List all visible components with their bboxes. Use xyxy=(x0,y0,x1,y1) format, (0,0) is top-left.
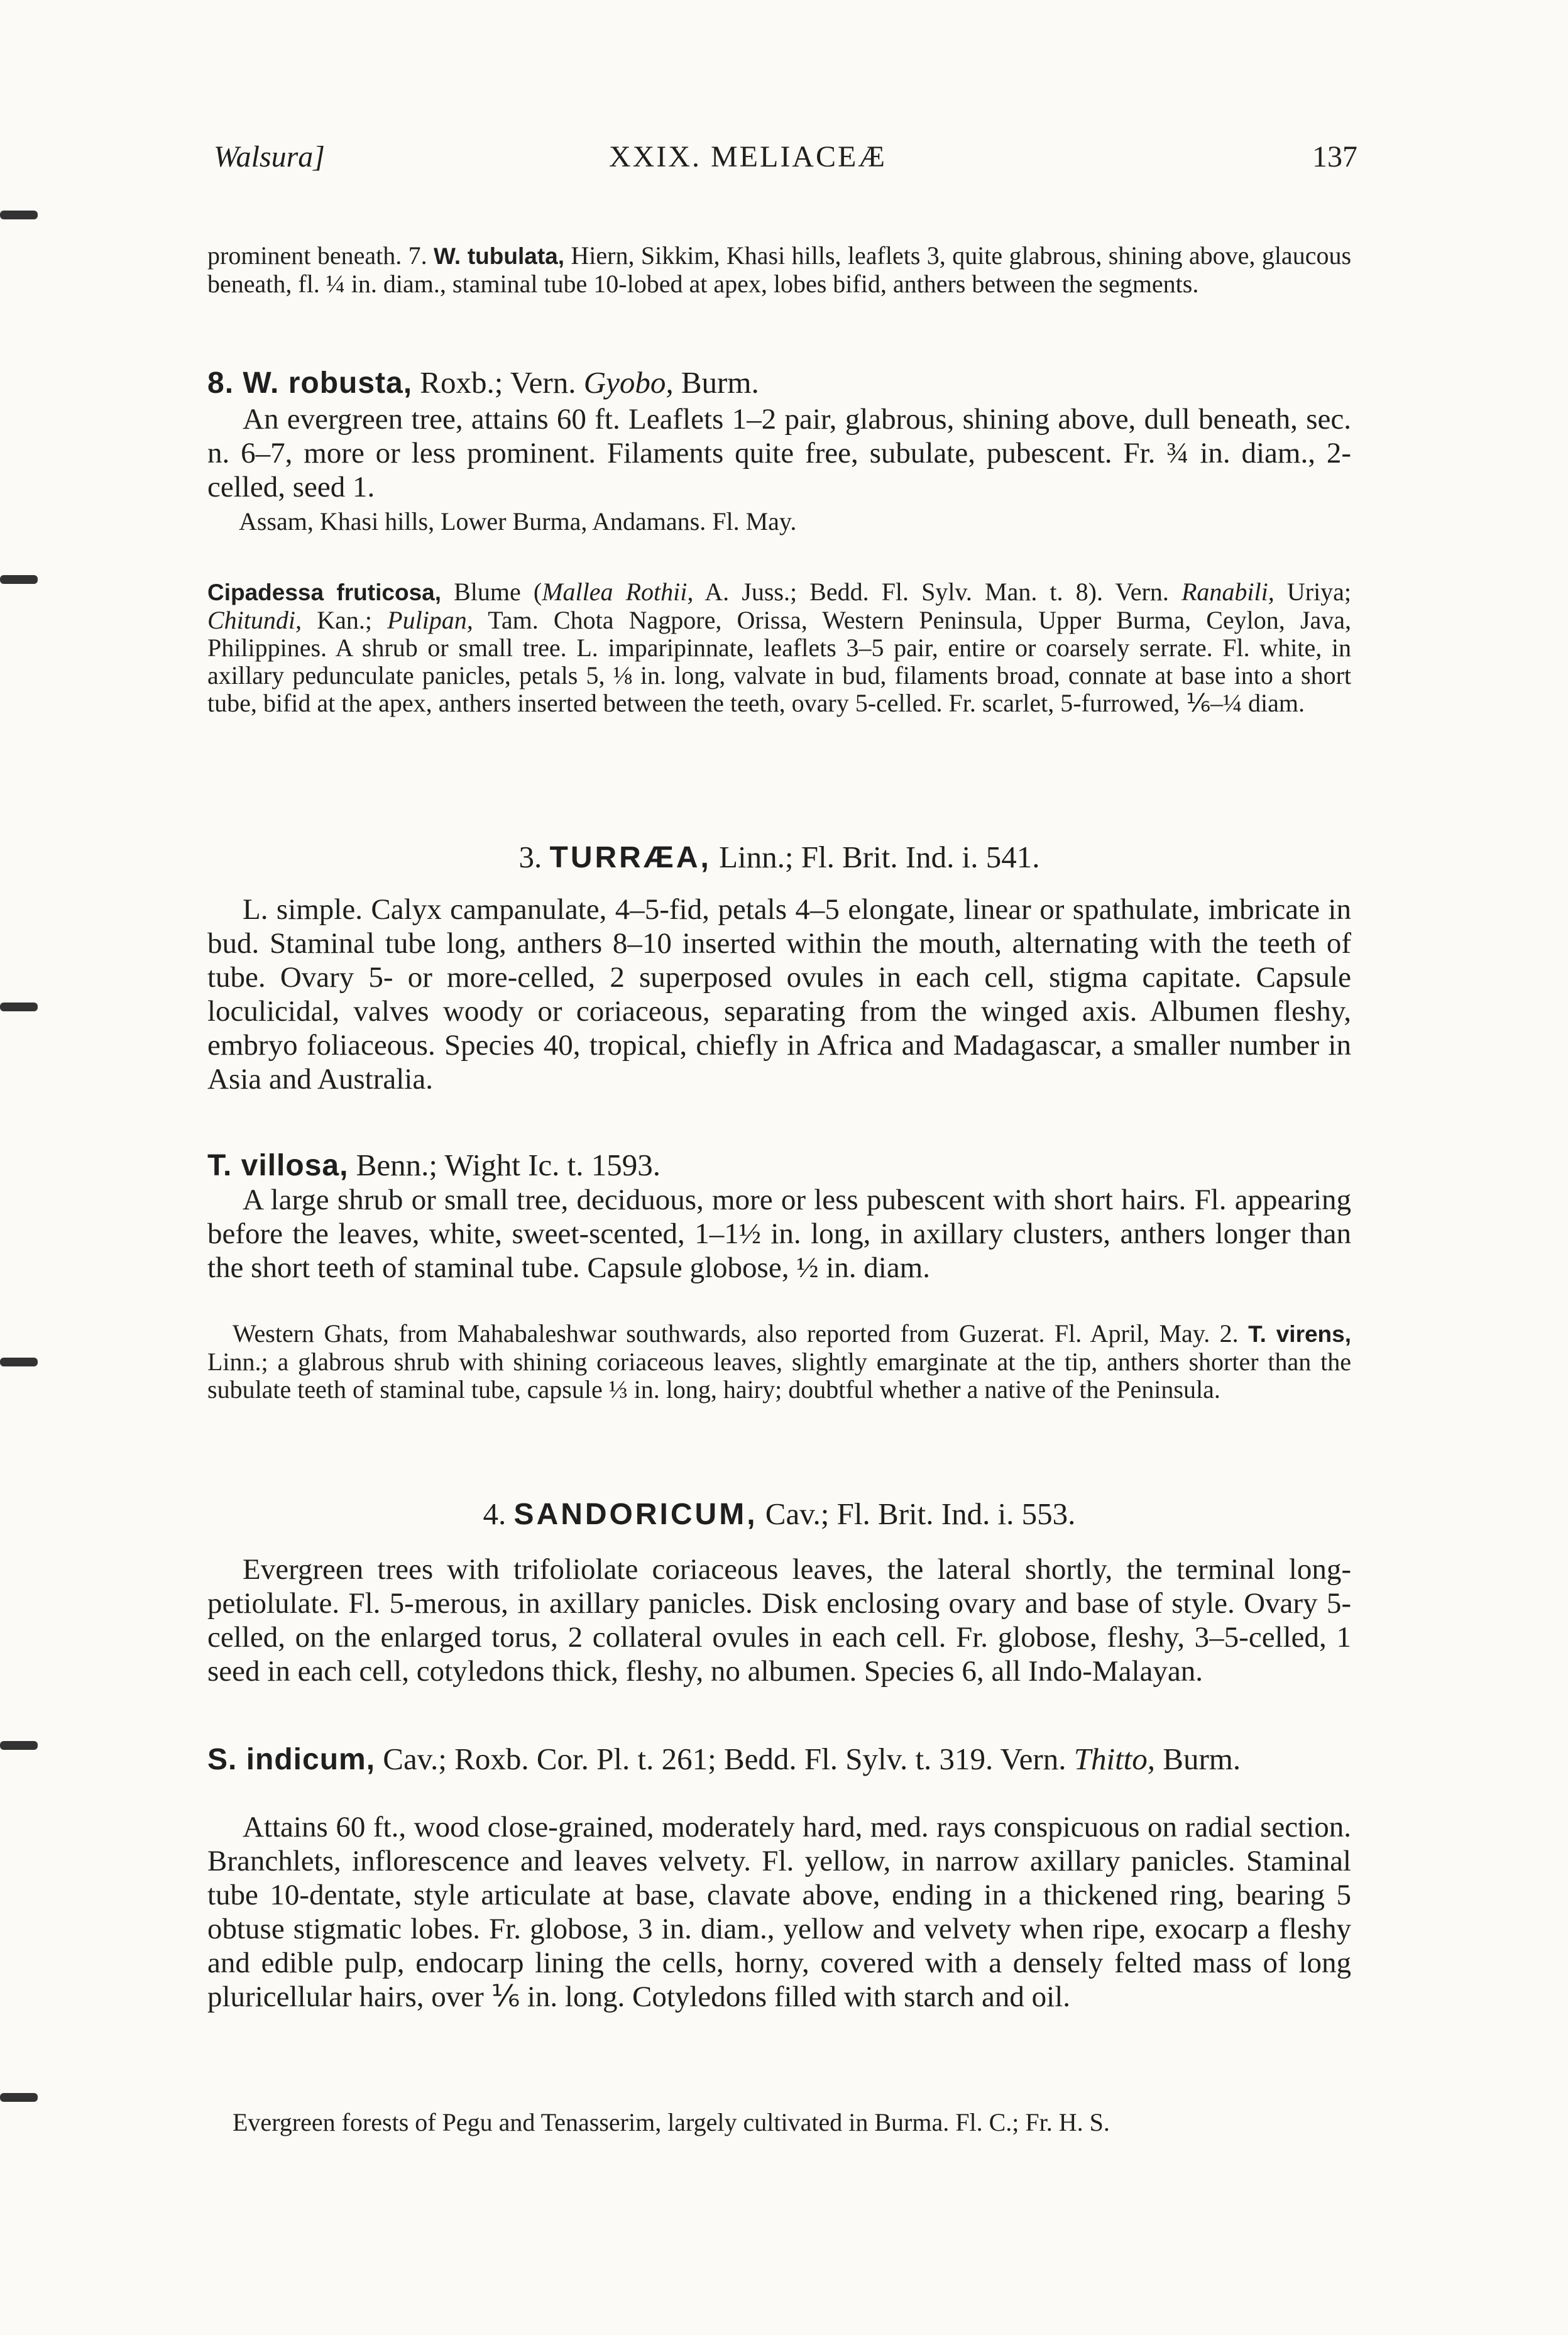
turraea-description: L. simple. Calyx campanulate, 4–5-fid, petals 4–5 elongate, linear or spathulate, imbricate in bud. Staminal tube long, anthers 8–10 inserted within the mouth, alternating with the teeth of tube. Ovary 5- or more-celled, 2 superposed ovules in each cell, stigma capitate. Capsule loculicidal, valves woody or coriaceous, separating from the winged axis. Albumen fleshy, embryo foliaceous. Species 40, tropical, chiefly in Africa and Madagascar, a smaller number in Asia and Australia. xyxy=(207,893,1351,1096)
binding-mark xyxy=(0,1358,38,1366)
walsura-tubulata-note: prominent beneath. 7. W. tubulata, Hiern, Sikkim, Khasi hills, leaflets 3, quite glabrous, shining above, glaucous beneath, fl. ¼ in. diam., staminal tube 10-lobed at apex, lobes bifid, anthers between the segments. xyxy=(207,241,1352,298)
vernacular-name: Thitto, xyxy=(1073,1742,1156,1776)
walsura-robusta-distribution: Assam, Khasi hills, Lower Burma, Andamans. Fl. May. xyxy=(239,507,797,536)
binding-mark xyxy=(0,1003,38,1011)
turraea-distribution-note: Western Ghats, from Mahabaleshwar southwards, also reported from Guzerat. Fl. April, May. 2. T. virens, Linn.; a glabrous shrub with shining coriaceous leaves, slightly emarginate at the tip, anthers shorter than the subulate teeth of staminal tube, capsule ⅓ in. long, hairy; doubtful whether a native of the Peninsula. xyxy=(207,1319,1352,1404)
genus-name: SANDORICUM, xyxy=(513,1498,758,1531)
running-header xyxy=(214,140,1357,184)
walsura-robusta-title: 8. W. robusta, Roxb.; Vern. Gyobo, Burm. xyxy=(207,365,759,400)
species-name: T. villosa, xyxy=(207,1149,349,1182)
binding-mark xyxy=(0,1741,38,1750)
cipadessa-note: Cipadessa fruticosa, Blume (Mallea Rothii, A. Juss.; Bedd. Fl. Sylv. Man. t. 8). Vern. Ranabili, Uriya; Chitundi, Kan.; Pulipan, Tam. Chota Nagpore, Orissa, Western Peninsula, Upper Burma, Ceylon, Java, Philippines. A shrub or small tree. L. imparipinnate, leaflets 3–5 pair, entire or coarsely serrate. Fl. white, in axillary pedunculate panicles, petals 5, ⅛ in. long, valvate in bud, filaments broad, connate at base into a short tube, bifid at the apex, anthers inserted between the teeth, ovary 5-celled. Fr. scarlet, 5-furrowed, ⅙–¼ diam. xyxy=(207,578,1352,717)
header-genus: Walsura] xyxy=(214,140,325,173)
species-name: T. virens, xyxy=(1248,1321,1352,1347)
vernacular-name: Gyobo, xyxy=(583,365,674,400)
binding-mark xyxy=(0,211,38,219)
sandoricum-description: Evergreen trees with trifoliolate coriaceous leaves, the lateral shortly, the terminal long-petiolulate. Fl. 5-merous, in axillary panicles. Disk enclosing ovary and base of style. Ovary 5-celled, on the enlarged torus, 2 collateral ovules in each cell. Fr. globose, fleshy, 3–5-celled, 1 seed in each cell, cotyledons thick, fleshy, no albumen. Species 6, all Indo-Malayan. xyxy=(207,1553,1351,1688)
genus-name: TURRÆA, xyxy=(549,841,711,874)
header-family: XXIX. MELIACEÆ xyxy=(609,140,887,173)
page-number: 137 xyxy=(1312,140,1357,173)
species-name: S. indicum, xyxy=(207,1743,376,1776)
turraea-villosa-title: T. villosa, Benn.; Wight Ic. t. 1593. xyxy=(207,1148,661,1182)
binding-mark xyxy=(0,575,38,584)
turraea-villosa-description: A large shrub or small tree, deciduous, more or less pubescent with short hairs. Fl. appearing before the leaves, white, sweet-scented, 1–1½ in. long, in axillary clusters, anthers longer than the short teeth of staminal tube. Capsule globose, ½ in. diam. xyxy=(207,1184,1351,1284)
species-name: 8. W. robusta, xyxy=(207,366,413,400)
turraea-heading: 3. TURRÆA, Linn.; Fl. Brit. Ind. i. 541. xyxy=(518,840,1040,874)
species-name: Cipadessa fruticosa, xyxy=(207,580,442,605)
binding-mark xyxy=(0,2093,38,2102)
species-name: W. tubulata, xyxy=(434,243,565,269)
sandoricum-indicum-title: S. indicum, Cav.; Roxb. Cor. Pl. t. 261; Bedd. Fl. Sylv. t. 319. Vern. Thitto, Burm. xyxy=(207,1742,1241,1776)
sandoricum-distribution: Evergreen forests of Pegu and Tenasserim, largely cultivated in Burma. Fl. C.; Fr. H. S. xyxy=(233,2108,1110,2136)
walsura-robusta-description: An evergreen tree, attains 60 ft. Leaflets 1–2 pair, glabrous, shining above, dull beneath, sec. n. 6–7, more or less prominent. Filaments quite free, subulate, pubescent. Fr. ¾ in. diam., 2-celled, seed 1. xyxy=(207,403,1351,503)
sandoricum-heading: 4. SANDORICUM, Cav.; Fl. Brit. Ind. i. 553. xyxy=(483,1497,1076,1531)
sandoricum-indicum-description: Attains 60 ft., wood close-grained, moderately hard, med. rays conspicuous on radial section. Branchlets, inflorescence and leaves velvety. Fl. yellow, in narrow axillary panicles. Staminal tube 10-dentate, style articulate at base, clavate above, ending in a thickened ring, bearing 5 obtuse stigmatic lobes. Fr. globose, 3 in. diam., yellow and velvety when ripe, exocarp a fleshy and edible pulp, endocarp lining the cells, horny, covered with a densely felted mass of long pluricellular hairs, over ⅙ in. long. Cotyledons filled with starch and oil. xyxy=(207,1811,1351,2013)
